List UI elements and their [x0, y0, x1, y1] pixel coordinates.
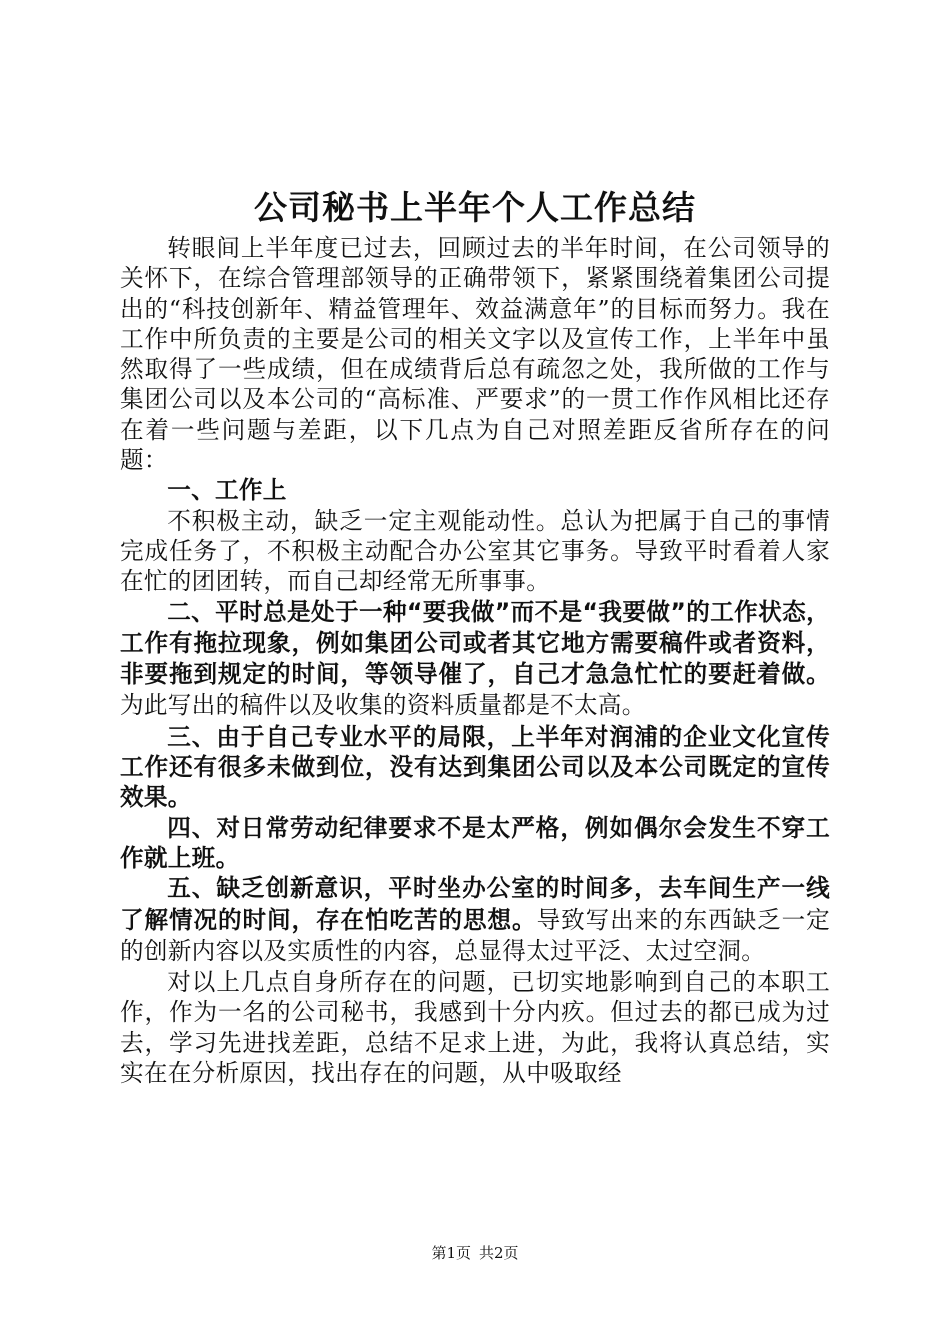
page-footer [0, 1243, 950, 1263]
section1-paragraph: 不积极主动，缺乏一定主观能动性。总认为把属于自己的事情完成任务了，不积极主动配合办公室其它事务。导致平时看着人家在忙的团团转，而自己却经常无所事事。 [120, 506, 830, 596]
closing-paragraph: 对以上几点自身所存在的问题，已切实地影响到自己的本职工作，作为一名的公司秘书，我感到十分内疚。但过去的都已成为过去，学习先进找差距，总结不足求上进，为此，我将认真总结，实实在在分析原因，找出存在的问题，从中吸取经 [120, 968, 830, 1088]
section4-paragraph: 四、对日常劳动纪律要求不是太严格，例如偶尔会发生不穿工作就上班。 [120, 813, 830, 872]
section5-paragraph [120, 873, 830, 967]
section5-normal-text: 导致写出来的东西缺乏一定的创新内容以及实质性的内容，总显得太过平泛、太过空洞。 [120, 905, 830, 965]
page-number-total: 共2页 [479, 1244, 519, 1262]
section1-heading: 一、工作上 [167, 476, 287, 505]
section5-bold-text: 五、缺乏创新意识，平时坐办公室的时间多，去车间生产一线了解情况的时间，存在怕吃苦的思想。 [120, 874, 830, 934]
section2-paragraph [120, 597, 830, 722]
page-number-current: 第1页 [431, 1244, 471, 1262]
intro-paragraph: 转眼间上半年度已过去，回顾过去的半年时间，在公司领导的关怀下，在综合管理部领导的正确带领下，紧紧围绕着集团公司提出的“科技创新年、精益管理年、效益满意年”的目标而努力。我在工作中所负责的主要是公司的相关文字以及宣传工作，上半年中虽然取得了一些成绩，但在成绩背后总有疏忽之处，我所做的工作与集团公司以及本公司的“高标准、严要求”的一贯工作作风相比还存在着一些问题与差距，以下几点为自己对照差距反省所存在的问题： [120, 234, 830, 475]
document-title: 公司秘书上半年个人工作总结 [254, 188, 696, 227]
document-body [120, 233, 830, 1088]
section2-normal-text: 为此写出的稿件以及收集的资料质量都是不太高。 [120, 691, 646, 720]
section3-paragraph: 三、由于自己专业水平的局限，上半年对润浦的企业文化宣传工作还有很多未做到位，没有达到集团公司以及本公司既定的宣传效果。 [120, 722, 830, 812]
section2-bold-text: 二、平时总是处于一种“要我做”而不是“我要做”的工作状态，工作有拖拉现象，例如集团公司或者其它地方需要稿件或者资料，非要拖到规定的时间，等领导催了，自己才急急忙忙的要赶着做。 [120, 597, 830, 689]
